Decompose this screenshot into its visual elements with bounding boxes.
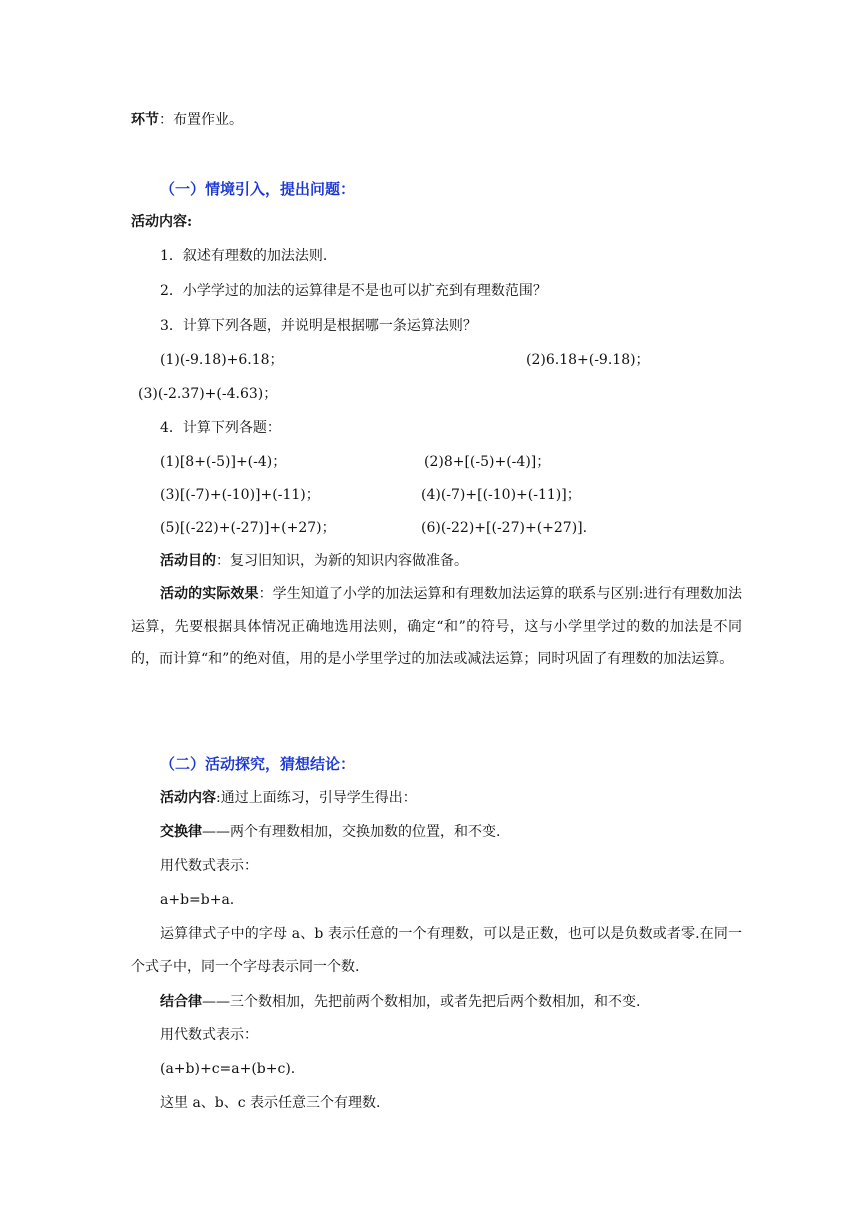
section1-item-3: 3．计算下列各题，并说明是根据哪一条运算法则？ [160, 318, 477, 334]
section1-heading: （一）情境引入，提出问题： [160, 180, 356, 198]
section2-content-text: :通过上面练习，引导学生得出： [216, 790, 417, 806]
associative-label: 结合律 [160, 994, 202, 1010]
section1-item-4: 4．计算下列各题： [160, 420, 281, 436]
associative-law [160, 992, 640, 1012]
q4-item-3: (3)[(-7)+(-10)]+(-11)； [160, 487, 320, 503]
q3-item-2: (2)6.18+(-9.18)； [526, 352, 650, 368]
commutative-law [160, 822, 500, 842]
intro-text: ：布置作业。 [159, 112, 243, 128]
section1-item-1: 1．叙述有理数的加法法则. [160, 248, 328, 264]
section1-item-2: 2．小学学过的加法的运算律是不是也可以扩充到有理数范围？ [160, 283, 547, 299]
q4-item-6: (6)(-22)+[(-27)+(+27)]. [421, 520, 588, 536]
formula-commutative: a+b=b+a. [160, 892, 235, 908]
section2-content-label: 活动内容 [160, 790, 216, 806]
algebra-intro-2: 用代数式表示： [160, 1027, 258, 1043]
section2-heading: （二）活动探究，猜想结论： [160, 755, 356, 773]
effect-label: 活动的实际效果 [160, 586, 259, 602]
q4-item-5: (5)[(-22)+(-27)]+(+27)； [160, 520, 336, 536]
section1-content-label: 活动内容: [131, 214, 193, 230]
q3-item-1: (1)(-9.18)+6.18； [160, 352, 284, 368]
activity-purpose [160, 551, 468, 571]
explain-paragraph: 运算律式子中的字母 a、b 表示任意的一个有理数，可以是正数，也可以是负数或者零.在同一个式子中，同一个字母表示同一个数. [131, 926, 742, 975]
effect-text: ：学生知道了小学的加法运算和有理数加法运算的联系与区别:进行有理数加法运算，先要根据具体情况正确地选用法则，确定“和”的符号，这与小学里学过的数的加法是不同的，而计算“和”的绝对值，用的是小学里学过的加法或减法运算；同时巩固了有理数的加法运算。 [131, 586, 742, 667]
purpose-text: ：复习旧知识，为新的知识内容做准备。 [216, 553, 468, 569]
q4-item-2: (2)8+[(-5)+(-4)]； [424, 454, 551, 470]
algebra-intro-1: 用代数式表示： [160, 858, 258, 874]
section2-content [160, 788, 417, 808]
intro-label: 环节 [131, 112, 159, 128]
q3-item-3: (3)(-2.37)+(-4.63)； [138, 386, 278, 402]
associative-text: ——三个数相加，先把前两个数相加，或者先把后两个数相加，和不变. [202, 994, 641, 1010]
activity-effect-paragraph [131, 578, 742, 676]
q4-item-4: (4)(-7)+[(-10)+(-11)]； [421, 487, 581, 503]
purpose-label: 活动目的 [160, 553, 216, 569]
q4-item-1: (1)[8+(-5)]+(-4)； [160, 454, 287, 470]
commutative-text: ——两个有理数相加，交换加数的位置，和不变. [202, 824, 501, 840]
associative-note: 这里 a、b、c 表示任意三个有理数. [160, 1095, 381, 1111]
formula-associative: (a+b)+c=a+(b+c). [160, 1061, 296, 1077]
intro-line [131, 110, 243, 130]
commutative-label: 交换律 [160, 824, 202, 840]
